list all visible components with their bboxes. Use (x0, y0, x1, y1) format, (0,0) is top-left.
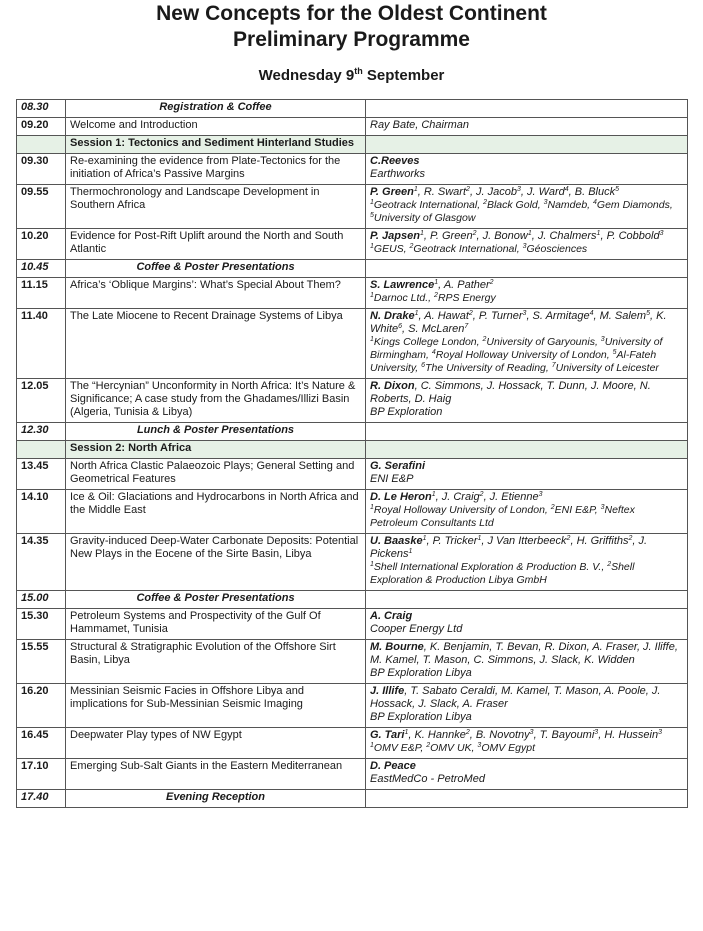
superscript-ref: 3 (658, 729, 663, 736)
superscript-ref: 2 (607, 561, 612, 568)
superscript-ref: 3 (529, 729, 534, 736)
talk-row (17, 609, 688, 640)
superscript-ref: 1 (370, 243, 374, 250)
co-authors: , T. Bayoumi (533, 729, 595, 741)
session-title: Session 2: North Africa (66, 441, 366, 459)
presenting-author: A. Craig (370, 610, 413, 622)
affiliation-text: The University of Reading, (425, 362, 552, 374)
superscript-ref: 1 (404, 729, 409, 736)
affiliations (370, 504, 683, 530)
talk-row (17, 759, 688, 790)
time-cell: 15.00 (17, 591, 66, 609)
break-label: Evening Reception (66, 790, 366, 808)
session-row (17, 136, 688, 154)
time-cell: 12.30 (17, 423, 66, 441)
authors (370, 230, 683, 243)
authors (370, 460, 683, 473)
co-authors: , K. Hannke (408, 729, 466, 741)
speaker-cell (366, 728, 688, 759)
talk-row (17, 154, 688, 185)
affiliation-text: University of Birmingham, (370, 336, 663, 361)
talk-title: Welcome and Introduction (66, 118, 366, 136)
superscript-ref: 3 (517, 186, 521, 193)
time-cell: 09.55 (17, 185, 66, 229)
superscript-ref: 6 (398, 323, 403, 330)
talk-row (17, 728, 688, 759)
superscript-ref: 5 (646, 310, 650, 317)
affiliation-text: RPS Energy (437, 292, 496, 304)
presenting-author: P. Japsen (370, 230, 420, 242)
affiliation-text: Neftex Petroleum Consultants Ltd (370, 504, 635, 529)
affiliation: Cooper Energy Ltd (370, 623, 463, 635)
talk-row (17, 490, 688, 534)
superscript-ref: 1 (370, 292, 374, 299)
superscript-ref: 1 (370, 504, 374, 511)
co-authors: , H. Hussein (598, 729, 659, 741)
presenting-author: J. Illife (370, 685, 405, 697)
co-authors: , J. Ward (520, 186, 565, 198)
affiliations (370, 292, 683, 305)
superscript-ref: 3 (659, 230, 664, 237)
affiliation: ENI E&P (370, 473, 414, 485)
superscript-ref: 1 (370, 336, 374, 343)
co-authors: , T. Sabato Ceraldi, M. Kamel, T. Mason, A. Poole, J. Hossack, J. Slack, A. Fraser (370, 685, 661, 710)
affiliation-text: Kings College London, (373, 336, 483, 348)
affiliations (370, 199, 683, 225)
superscript-ref: 1 (596, 230, 601, 237)
affiliation-text: Royal Holloway University of London, (435, 349, 613, 361)
talk-title: Evidence for Post-Rift Uplift around the North and South Atlantic (66, 229, 366, 260)
affiliations (370, 742, 683, 755)
authors (370, 380, 683, 406)
time-cell: 14.10 (17, 490, 66, 534)
talk-title: Emerging Sub-Salt Giants in the Eastern Mediterranean (66, 759, 366, 790)
superscript-ref: 2 (566, 535, 571, 542)
page-title: New Concepts for the Oldest Continent (156, 2, 547, 25)
superscript-ref: 7 (551, 362, 556, 369)
superscript-ref: 4 (589, 310, 594, 317)
time-cell: 11.15 (17, 278, 66, 309)
day-text: Wednesday 9 (258, 67, 355, 84)
authors (370, 491, 683, 504)
superscript-ref: 5 (612, 349, 617, 356)
authors (370, 729, 683, 742)
affiliation-text: University of Garyounis, (486, 336, 601, 348)
day-ordinal: th (354, 66, 363, 76)
time-cell: 15.55 (17, 640, 66, 684)
time-cell: 15.30 (17, 609, 66, 640)
affiliation-text: OMV E&P, (373, 742, 427, 754)
co-authors: , B. Bluck (568, 186, 616, 198)
time-cell: 14.35 (17, 534, 66, 591)
time-cell: 16.45 (17, 728, 66, 759)
superscript-ref: 2 (468, 310, 473, 317)
superscript-ref: 3 (477, 742, 482, 749)
talk-row (17, 534, 688, 591)
programme-header (0, 1, 703, 87)
time-cell: 17.40 (17, 790, 66, 808)
talk-row (17, 640, 688, 684)
time-cell: 10.20 (17, 229, 66, 260)
day-heading (0, 65, 703, 87)
superscript-ref: 1 (419, 230, 424, 237)
talk-row (17, 684, 688, 728)
co-authors: , J. Craig (435, 491, 480, 503)
affiliation-text: Géosciences (526, 243, 588, 255)
affiliation-text: Darnoc Ltd., (373, 292, 435, 304)
talk-row (17, 379, 688, 423)
empty-cell (17, 136, 66, 154)
chair-name: Ray Bate, Chairman (370, 119, 470, 131)
superscript-ref: 1 (413, 186, 418, 193)
time-cell: 09.20 (17, 118, 66, 136)
co-authors: , J. Chalmers (531, 230, 597, 242)
speaker-cell (366, 154, 688, 185)
break-row (17, 260, 688, 278)
co-authors: , P. Green (423, 230, 473, 242)
talk-title: Ice & Oil: Glaciations and Hydrocarbons in North Africa and the Middle East (66, 490, 366, 534)
superscript-ref: 1 (431, 491, 436, 498)
empty-cell (366, 260, 688, 278)
presenting-author: G. Tari (370, 729, 405, 741)
presenting-author: R. Dixon (370, 380, 415, 392)
superscript-ref: 3 (522, 243, 527, 250)
affiliations (370, 561, 683, 587)
break-row (17, 423, 688, 441)
affiliation-text: OMV UK, (430, 742, 478, 754)
empty-cell (366, 591, 688, 609)
co-authors: , M. Salem (593, 310, 647, 322)
co-authors: , P. Tricker (426, 535, 478, 547)
talk-title: Re-examining the evidence from Plate-Tectonics for the initiation of Africa’s Passive Margins (66, 154, 366, 185)
co-authors: , J. Etienne (483, 491, 539, 503)
page-subtitle: Preliminary Programme (233, 28, 470, 51)
talk-title: Gravity-induced Deep-Water Carbonate Deposits: Potential New Plays in the Eocene of the Sirte Basin, Libya (66, 534, 366, 591)
affiliation-text: Gem Diamonds, (596, 199, 673, 211)
speaker-cell (366, 229, 688, 260)
co-authors: , H. Griffiths (570, 535, 629, 547)
presenting-author: D. Peace (370, 760, 416, 772)
empty-cell (366, 423, 688, 441)
talk-title: North Africa Clastic Palaeozoic Plays; General Setting and Geometrical Features (66, 459, 366, 490)
co-authors: , P. Turner (472, 310, 523, 322)
affiliation-text: Al-Fateh University, (370, 349, 657, 374)
speaker-cell (366, 759, 688, 790)
day-month: September (362, 67, 445, 84)
affiliations (370, 243, 683, 256)
speaker-cell (366, 609, 688, 640)
affiliation-text: Namdeb, (547, 199, 594, 211)
talk-row (17, 459, 688, 490)
affiliation: Earthworks (370, 168, 426, 180)
presenting-author: G. Serafini (370, 460, 426, 472)
session-row (17, 441, 688, 459)
empty-cell (366, 441, 688, 459)
superscript-ref: 2 (489, 279, 494, 286)
co-authors: , K. White (370, 310, 667, 335)
talk-row (17, 185, 688, 229)
co-authors: , J. Pickens (370, 535, 648, 560)
talk-row (17, 309, 688, 379)
speaker-cell (366, 459, 688, 490)
talk-title: Africa’s ‘Oblique Margins’: What’s Special About Them? (66, 278, 366, 309)
presenting-author: P. Green (370, 186, 414, 198)
presenting-author: U. Baaske (370, 535, 423, 547)
presenting-author: C.Reeves (370, 155, 420, 167)
talk-title: Messinian Seismic Facies in Offshore Libya and implications for Sub-Messinian Seismic Imaging (66, 684, 366, 728)
presenting-author: M. Bourne (370, 641, 424, 653)
affiliation: BP Exploration Libya (370, 711, 472, 723)
superscript-ref: 2 (465, 729, 470, 736)
affiliation-text: University of Glasgow (373, 212, 476, 224)
affiliation-text: Geotrack International, (373, 199, 484, 211)
superscript-ref: 4 (564, 186, 569, 193)
authors (370, 279, 683, 292)
affiliation-text: University of Leicester (555, 362, 659, 374)
speaker-cell (366, 278, 688, 309)
break-row (17, 100, 688, 118)
co-authors: , J Van Itterbeeck (481, 535, 567, 547)
superscript-ref: 3 (600, 336, 605, 343)
time-cell: 10.45 (17, 260, 66, 278)
talk-title: Structural & Stratigraphic Evolution of the Offshore Sirt Basin, Libya (66, 640, 366, 684)
superscript-ref: 1 (370, 742, 374, 749)
affiliation-text: GEUS, (373, 243, 410, 255)
programme-table (16, 99, 688, 808)
superscript-ref: 1 (477, 535, 482, 542)
talk-title: Deepwater Play types of NW Egypt (66, 728, 366, 759)
empty-cell (17, 441, 66, 459)
time-cell: 17.10 (17, 759, 66, 790)
time-cell: 08.30 (17, 100, 66, 118)
affiliation: BP Exploration Libya (370, 667, 472, 679)
co-authors: , A. Hawat (418, 310, 469, 322)
superscript-ref: 1 (370, 199, 374, 206)
presenting-author: S. Lawrence (370, 279, 435, 291)
superscript-ref: 2 (483, 199, 487, 206)
time-cell: 12.05 (17, 379, 66, 423)
empty-cell (366, 136, 688, 154)
speaker-cell (366, 534, 688, 591)
superscript-ref: 3 (594, 729, 599, 736)
superscript-ref: 3 (522, 310, 527, 317)
authors (370, 760, 683, 773)
authors (370, 610, 683, 623)
speaker-cell (366, 185, 688, 229)
time-cell: 09.30 (17, 154, 66, 185)
time-cell: 13.45 (17, 459, 66, 490)
superscript-ref: 6 (421, 362, 426, 369)
superscript-ref: 3 (538, 491, 543, 498)
superscript-ref: 1 (370, 561, 374, 568)
speaker-cell (366, 684, 688, 728)
authors (370, 155, 683, 168)
affiliation-text: ENI E&P, (554, 504, 601, 516)
co-authors: , S. McLaren (402, 323, 465, 335)
talk-row (17, 229, 688, 260)
authors (370, 186, 683, 199)
break-label: Coffee & Poster Presentations (66, 260, 366, 278)
talk-title: Petroleum Systems and Prospectivity of the Gulf Of Hammamet, Tunisia (66, 609, 366, 640)
superscript-ref: 1 (527, 230, 532, 237)
talk-row (17, 278, 688, 309)
superscript-ref: 3 (600, 504, 605, 511)
time-cell: 11.40 (17, 309, 66, 379)
speaker-cell (366, 490, 688, 534)
break-row (17, 591, 688, 609)
superscript-ref: 2 (426, 742, 431, 749)
superscript-ref: 1 (414, 310, 419, 317)
superscript-ref: 2 (409, 243, 414, 250)
affiliations (370, 336, 683, 375)
co-authors: , C. Simmons, J. Hossack, T. Dunn, J. Moore, N. Roberts, D. Haig (370, 380, 651, 405)
empty-cell (366, 790, 688, 808)
superscript-ref: 5 (615, 186, 620, 193)
presenting-author: N. Drake (370, 310, 415, 322)
co-authors: , J. Bonow (476, 230, 528, 242)
break-label: Coffee & Poster Presentations (66, 591, 366, 609)
co-authors: , R. Swart (417, 186, 467, 198)
authors (370, 685, 683, 711)
talk-title: Thermochronology and Landscape Development in Southern Africa (66, 185, 366, 229)
speaker-cell (366, 640, 688, 684)
co-authors: , S. Armitage (526, 310, 590, 322)
affiliation: EastMedCo - PetroMed (370, 773, 485, 785)
affiliation-text: Shell Exploration & Production Libya GmbH (370, 561, 635, 586)
superscript-ref: 2 (628, 535, 633, 542)
superscript-ref: 4 (593, 199, 597, 206)
talk-title: The Late Miocene to Recent Drainage Systems of Libya (66, 309, 366, 379)
talk-title: The “Hercynian” Unconformity in North Africa: It’s Nature & Significance; A case study from the Ghadames/Illizi Basin (Algeria, Tunisia & Libya) (66, 379, 366, 423)
time-cell: 16.20 (17, 684, 66, 728)
superscript-ref: 1 (408, 548, 413, 555)
superscript-ref: 4 (431, 349, 436, 356)
co-authors: , K. Benjamin, T. Bevan, R. Dixon, A. Fraser, J. Iliffe, M. Kamel, T. Mason, C. Simmons, J. Slack, K. Widden (370, 641, 678, 666)
affiliation-text: Geotrack International, (413, 243, 523, 255)
break-label: Registration & Coffee (66, 100, 366, 118)
break-label: Lunch & Poster Presentations (66, 423, 366, 441)
co-authors: , J. Jacob (469, 186, 518, 198)
superscript-ref: 2 (472, 230, 477, 237)
empty-cell (366, 100, 688, 118)
superscript-ref: 2 (482, 336, 487, 343)
authors (370, 641, 683, 667)
superscript-ref: 2 (550, 504, 555, 511)
affiliation: BP Exploration (370, 406, 443, 418)
co-authors: , B. Novotny (469, 729, 530, 741)
affiliation-text: OMV Egypt (481, 742, 535, 754)
authors (370, 310, 683, 336)
co-authors: , P. Cobbold (600, 230, 660, 242)
superscript-ref: 1 (434, 279, 439, 286)
superscript-ref: 2 (466, 186, 470, 193)
break-row (17, 790, 688, 808)
affiliation-text: Royal Holloway University of London, (373, 504, 551, 516)
talk-row (17, 118, 688, 136)
co-authors: , A. Pather (438, 279, 490, 291)
superscript-ref: 5 (370, 212, 374, 219)
programme-rows (17, 100, 688, 808)
affiliation-text: Shell International Exploration & Production B. V., (373, 561, 608, 573)
session-title: Session 1: Tectonics and Sediment Hinterland Studies (66, 136, 366, 154)
superscript-ref: 2 (479, 491, 484, 498)
superscript-ref: 3 (543, 199, 548, 206)
superscript-ref: 7 (464, 323, 469, 330)
speaker-cell (366, 309, 688, 379)
speaker-cell (366, 118, 688, 136)
affiliation-text: Black Gold, (486, 199, 544, 211)
presenting-author: D. Le Heron (370, 491, 432, 503)
speaker-cell (366, 379, 688, 423)
authors (370, 535, 683, 561)
superscript-ref: 2 (434, 292, 438, 299)
superscript-ref: 1 (422, 535, 427, 542)
